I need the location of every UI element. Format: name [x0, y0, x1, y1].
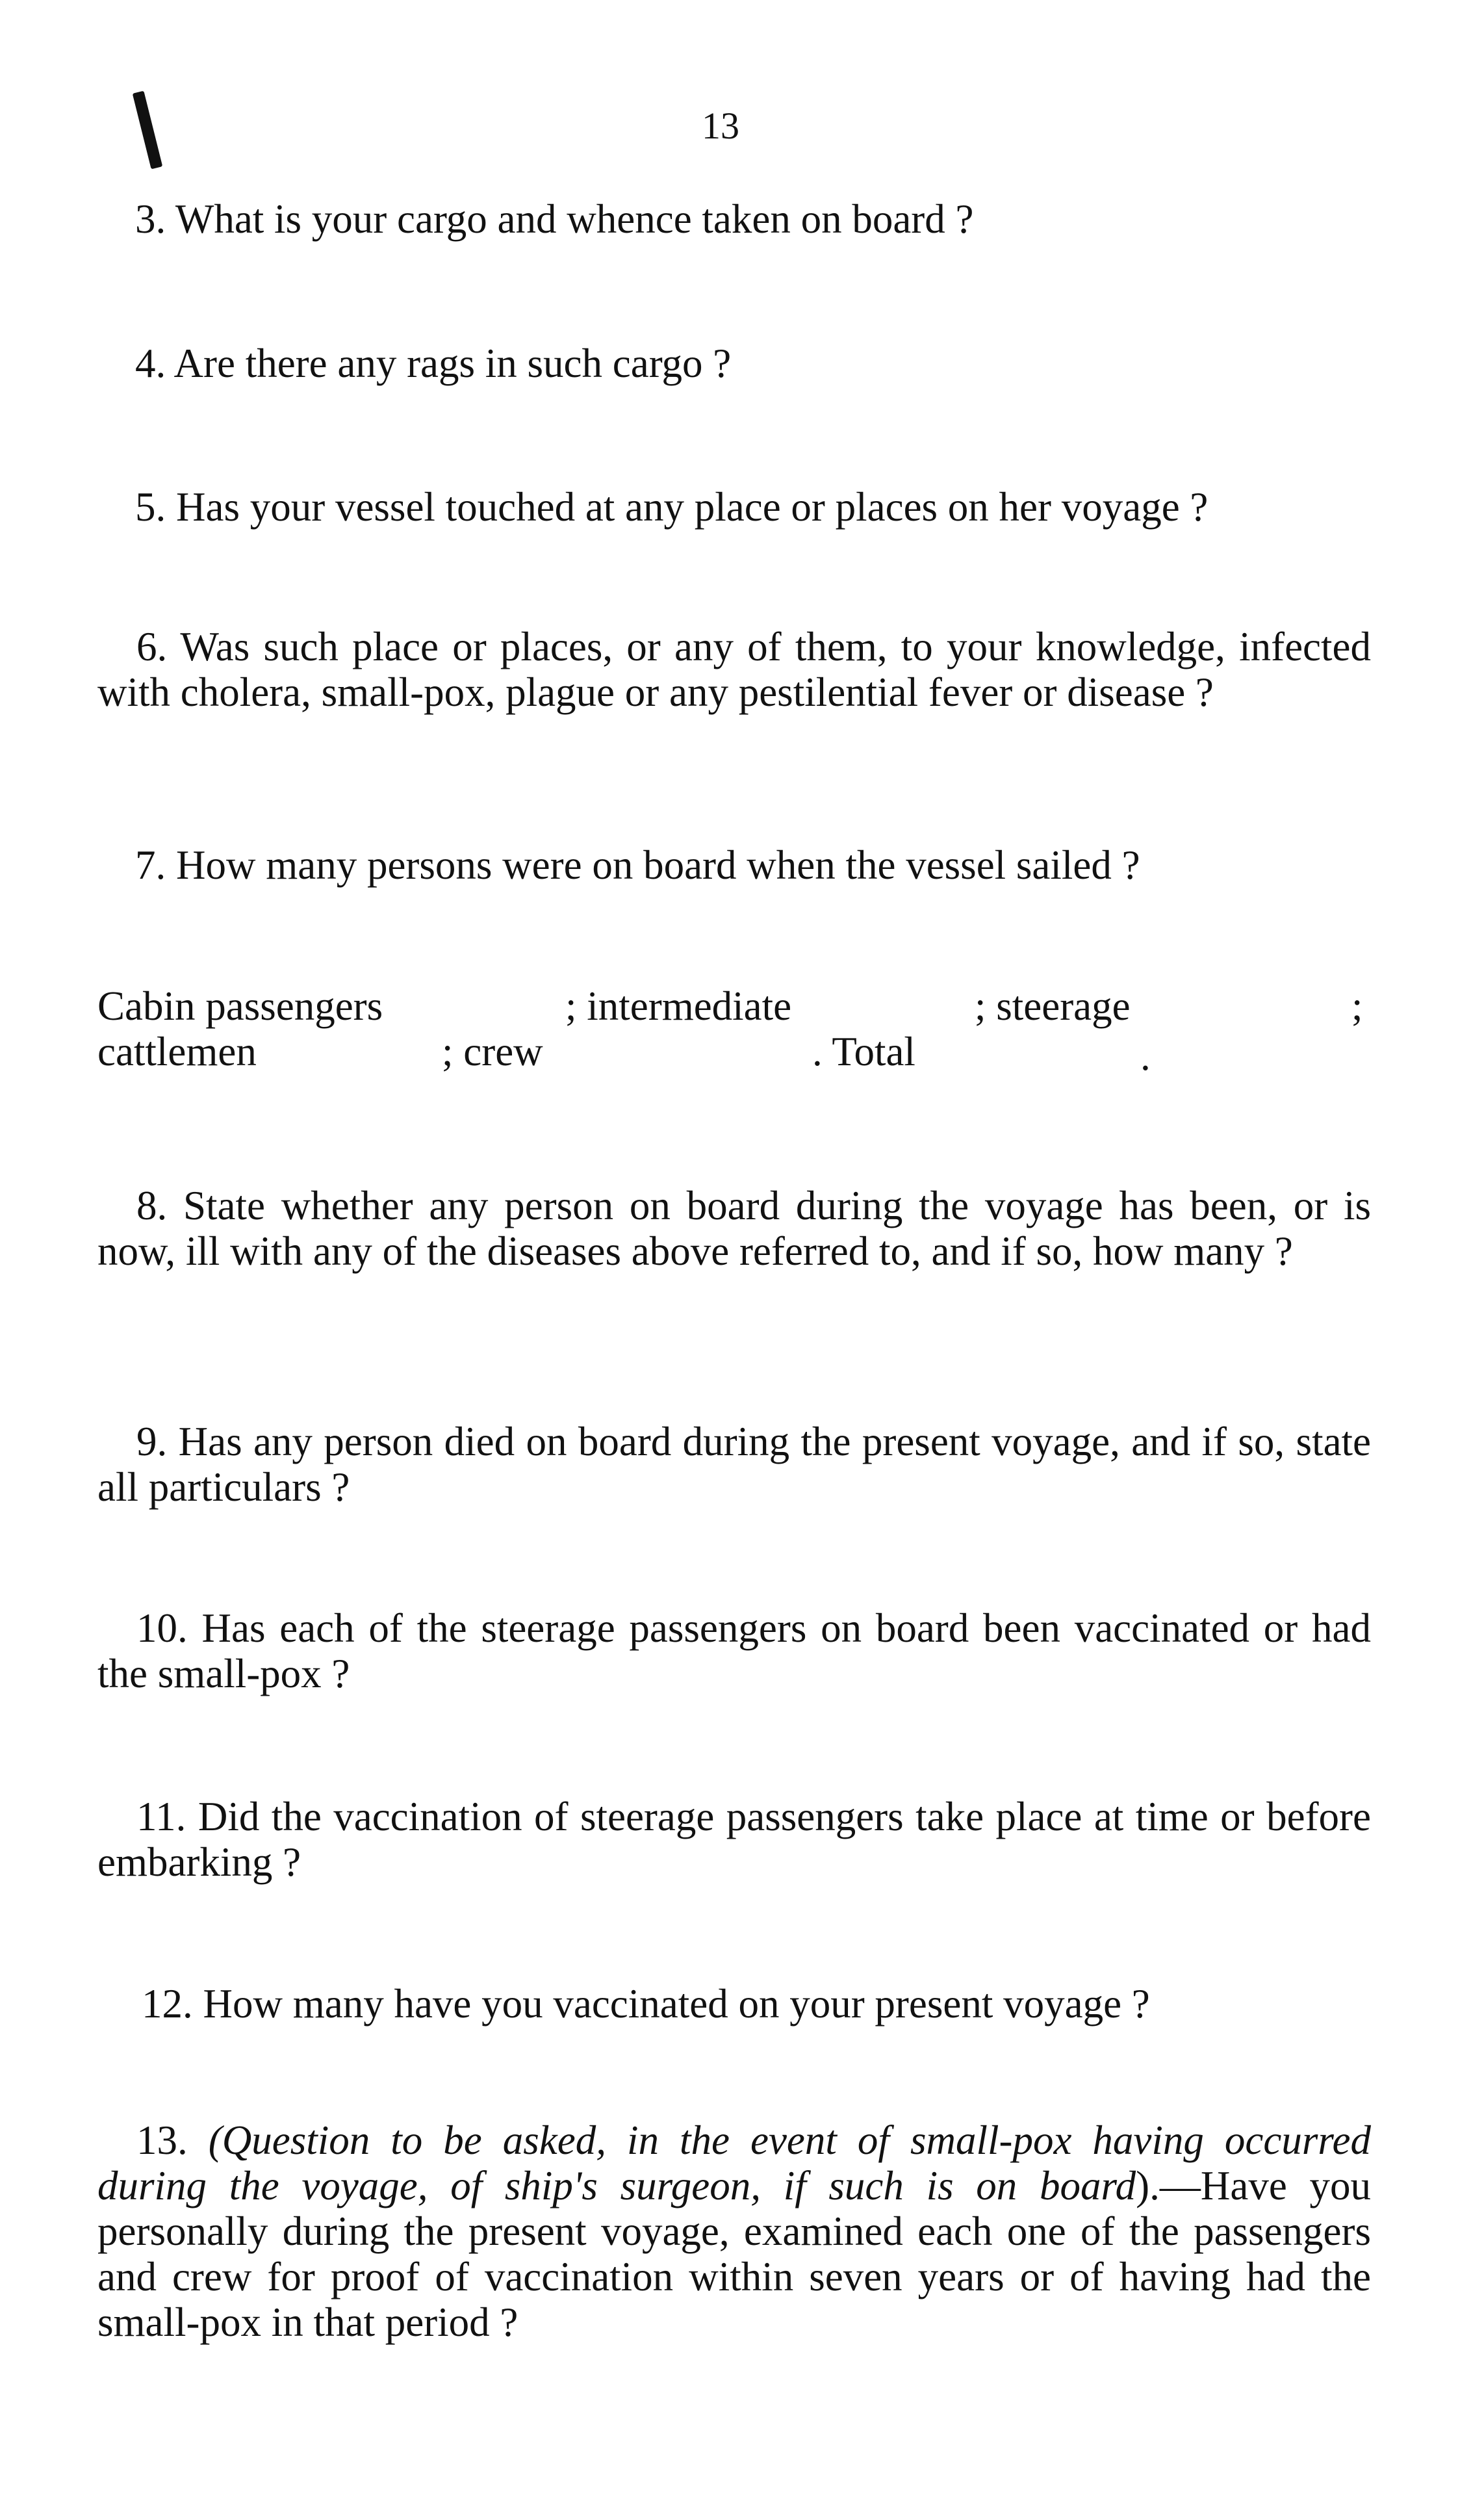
question-11-block	[97, 1794, 1371, 1885]
question-4: 4. Are there any rags in such cargo ?	[135, 341, 732, 386]
question-10: 10. Has each of the steerage passengers on board been vaccinated or had the small-pox ?	[97, 1605, 1371, 1696]
intermediate-label: ; intermediate	[565, 983, 792, 1029]
margin-mark	[133, 91, 162, 170]
crew-label: ; crew	[442, 1029, 543, 1074]
question-13-block	[97, 2117, 1371, 2345]
total-dot: .	[1140, 1033, 1151, 1079]
question-13-text: ).—Have you personally during the present voyage, examined each one of the passengers and crew for proof of vaccination within seven years or of having had the small-pox in that period ?	[97, 2163, 1371, 2345]
steerage-label: ; steerage	[975, 983, 1131, 1029]
cabin-passengers-label: Cabin passengers	[97, 983, 383, 1029]
cattlemen-label: cattlemen	[97, 1029, 257, 1074]
question-13-number: 13.	[136, 2117, 209, 2163]
question-11: 11. Did the vaccination of steerage passengers take place at time or before embarking ?	[97, 1794, 1371, 1885]
total-label: . Total	[812, 1029, 915, 1074]
question-9: 9. Has any person died on board during the present voyage, and if so, state all particulars ?	[97, 1419, 1371, 1510]
question-6: 6. Was such place or places, or any of them, to your knowledge, infected with cholera, small-pox, plague or any pestilential fever or disease ?	[97, 624, 1371, 715]
steerage-semicolon: ;	[1351, 983, 1363, 1029]
page-number: 13	[702, 105, 739, 147]
question-7: 7. How many persons were on board when the vessel sailed ?	[135, 842, 1140, 888]
question-5: 5. Has your vessel touched at any place or places on her voyage ?	[135, 484, 1209, 530]
question-3: 3. What is your cargo and whence taken on board ?	[135, 196, 974, 242]
question-8-block	[97, 1183, 1371, 1274]
question-13-instruction: (Question to be asked, in the event of small-pox having occurred during the voyage, of ship's surgeon, if such is on board	[97, 2117, 1372, 2208]
question-13	[97, 2117, 1371, 2345]
question-9-block	[97, 1419, 1371, 1510]
question-8: 8. State whether any person on board during the voyage has been, or is now, ill with any of the diseases above referred to, and if so, how many ?	[97, 1183, 1371, 1274]
question-6-block	[97, 624, 1371, 715]
question-10-block	[97, 1605, 1371, 1696]
question-12: 12. How many have you vaccinated on your present voyage ?	[142, 1981, 1150, 2026]
